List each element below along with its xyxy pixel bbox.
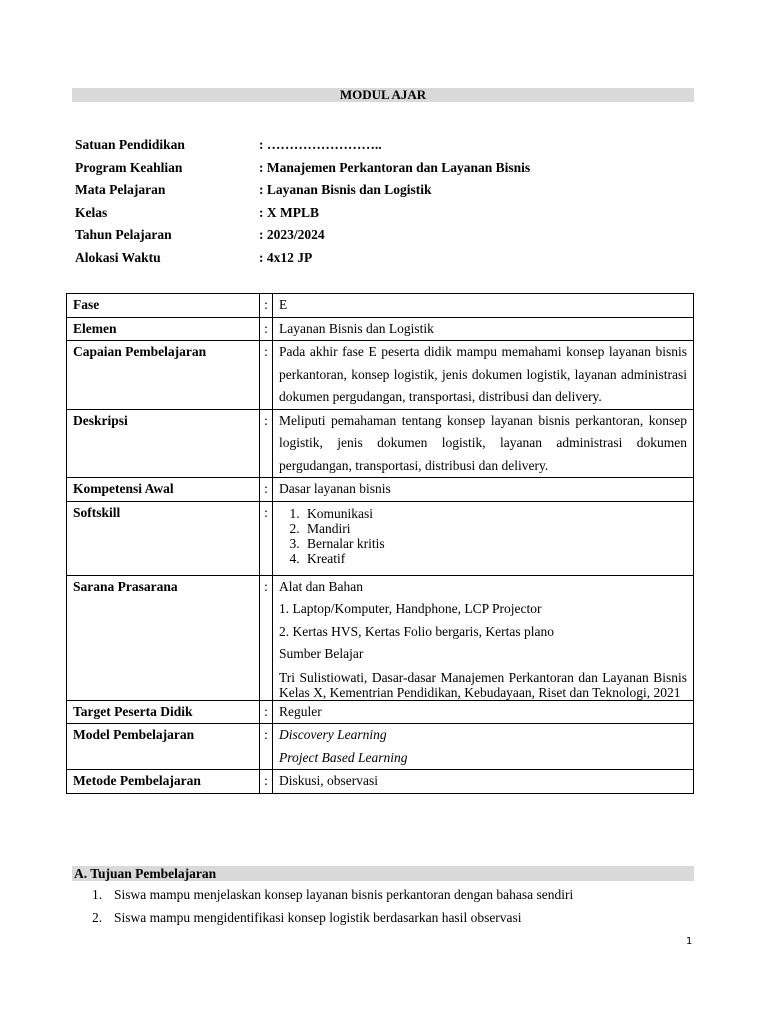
meta-label: Mata Pelajaran [75, 182, 166, 197]
row-value: Layanan Bisnis dan Logistik [273, 317, 694, 341]
row-deskripsi [67, 409, 694, 478]
meta-label: Program Keahlian [75, 159, 183, 175]
row-label: Metode Pembelajaran [67, 770, 260, 794]
row-target [67, 700, 694, 724]
meta-row-satuan [75, 134, 695, 157]
row-value: Dasar layanan bisnis [273, 478, 694, 502]
list-item: 1. Komunikasi [303, 506, 687, 521]
meta-value: : …………………….. [259, 137, 382, 152]
goal-number: 1. [92, 887, 103, 902]
meta-row-kelas [75, 202, 695, 225]
sumber-text: Tri Sulistiowati, Dasar-dasar Manajemen Perkantoran dan Layanan Bisnis Kelas X, Kementrian Pendidikan, Kebudayaan, Riset dan Teknologi, 2021 [279, 669, 687, 700]
section-a-title: A. Tujuan Pembelajaran [72, 866, 694, 881]
row-value: Pada akhir fase E peserta didik mampu memahami konsep layanan bisnis perkantoran, konsep logistik, jenis dokumen logistik, layanan administrasi dokumen pergudangan, transportasi, distribusi dan delivery. [273, 341, 694, 410]
sumber-heading: Sumber Belajar [279, 646, 364, 661]
colon: : [260, 575, 273, 700]
meta-value: : Layanan Bisnis dan Logistik [259, 182, 432, 197]
identity-block [75, 134, 695, 269]
row-label: Deskripsi [67, 409, 260, 478]
row-label: Model Pembelajaran [67, 724, 260, 770]
list-item: 2. Mandiri [303, 521, 687, 536]
meta-row-alokasi [75, 247, 695, 270]
colon: : [260, 501, 273, 575]
meta-value: : 4x12 JP [259, 249, 313, 265]
meta-label: Alokasi Waktu [75, 249, 161, 265]
meta-value: : X MPLB [259, 204, 319, 220]
colon: : [260, 724, 273, 770]
model-item: Discovery Learning [279, 727, 387, 742]
row-value: Meliputi pemahaman tentang konsep layanan bisnis perkantoran, konsep logistik, jenis dokumen logistik, layanan administrasi dokumen pergudangan, transportasi, distribusi dan delivery. [273, 409, 694, 478]
row-label: Target Peserta Didik [67, 700, 260, 724]
row-softskill [67, 501, 694, 575]
row-label: Kompetensi Awal [67, 478, 260, 502]
row-label: Elemen [67, 317, 260, 341]
alat-heading: Alat dan Bahan [279, 578, 363, 594]
colon: : [260, 341, 273, 410]
colon: : [260, 700, 273, 724]
row-elemen [67, 317, 694, 341]
row-sarana [67, 575, 694, 700]
alat-item: 1. Laptop/Komputer, Handphone, LCP Projector [279, 601, 542, 616]
row-label: Sarana Prasarana [67, 575, 260, 700]
meta-row-program [75, 157, 695, 180]
list-item: 4. Kreatif [303, 551, 687, 566]
colon: : [260, 478, 273, 502]
alat-item: 2. Kertas HVS, Kertas Folio bergaris, Kertas plano [279, 623, 554, 639]
row-label: Capaian Pembelajaran [67, 341, 260, 410]
goal-text: Siswa mampu mengidentifikasi konsep logistik berdasarkan hasil observasi [114, 909, 522, 925]
meta-row-mapel [75, 179, 695, 202]
module-info-table [66, 293, 694, 794]
row-value [273, 575, 694, 700]
goal-text: Siswa mampu menjelaskan konsep layanan bisnis perkantoran dengan bahasa sendiri [114, 887, 574, 902]
row-kompetensi [67, 478, 694, 502]
document-title: MODUL AJAR [72, 88, 694, 102]
row-value [273, 724, 694, 770]
meta-value: : 2023/2024 [259, 227, 325, 242]
list-item [92, 884, 692, 907]
meta-label: Tahun Pelajaran [75, 227, 172, 242]
goal-number: 2. [92, 909, 103, 925]
row-value: Reguler [273, 700, 694, 724]
meta-row-tahun [75, 224, 695, 247]
meta-label: Kelas [75, 204, 108, 220]
list-item [92, 907, 692, 930]
colon: : [260, 770, 273, 794]
row-capaian [67, 341, 694, 410]
row-fase [67, 294, 694, 318]
meta-label: Satuan Pendidikan [75, 137, 185, 152]
colon: : [260, 409, 273, 478]
meta-value: : Manajemen Perkantoran dan Layanan Bisnis [259, 159, 531, 175]
row-value: E [273, 294, 694, 318]
row-model [67, 724, 694, 770]
model-item: Project Based Learning [279, 749, 408, 765]
row-metode [67, 770, 694, 794]
row-label: Fase [67, 294, 260, 318]
row-label: Softskill [67, 501, 260, 575]
list-item: 3. Bernalar kritis [303, 536, 687, 551]
learning-goals-list [92, 884, 692, 929]
row-value [273, 501, 694, 575]
colon: : [260, 317, 273, 341]
row-value: Diskusi, observasi [273, 770, 694, 794]
colon: : [260, 294, 273, 318]
page-number: 1 [686, 936, 693, 947]
softskill-list [279, 506, 687, 566]
